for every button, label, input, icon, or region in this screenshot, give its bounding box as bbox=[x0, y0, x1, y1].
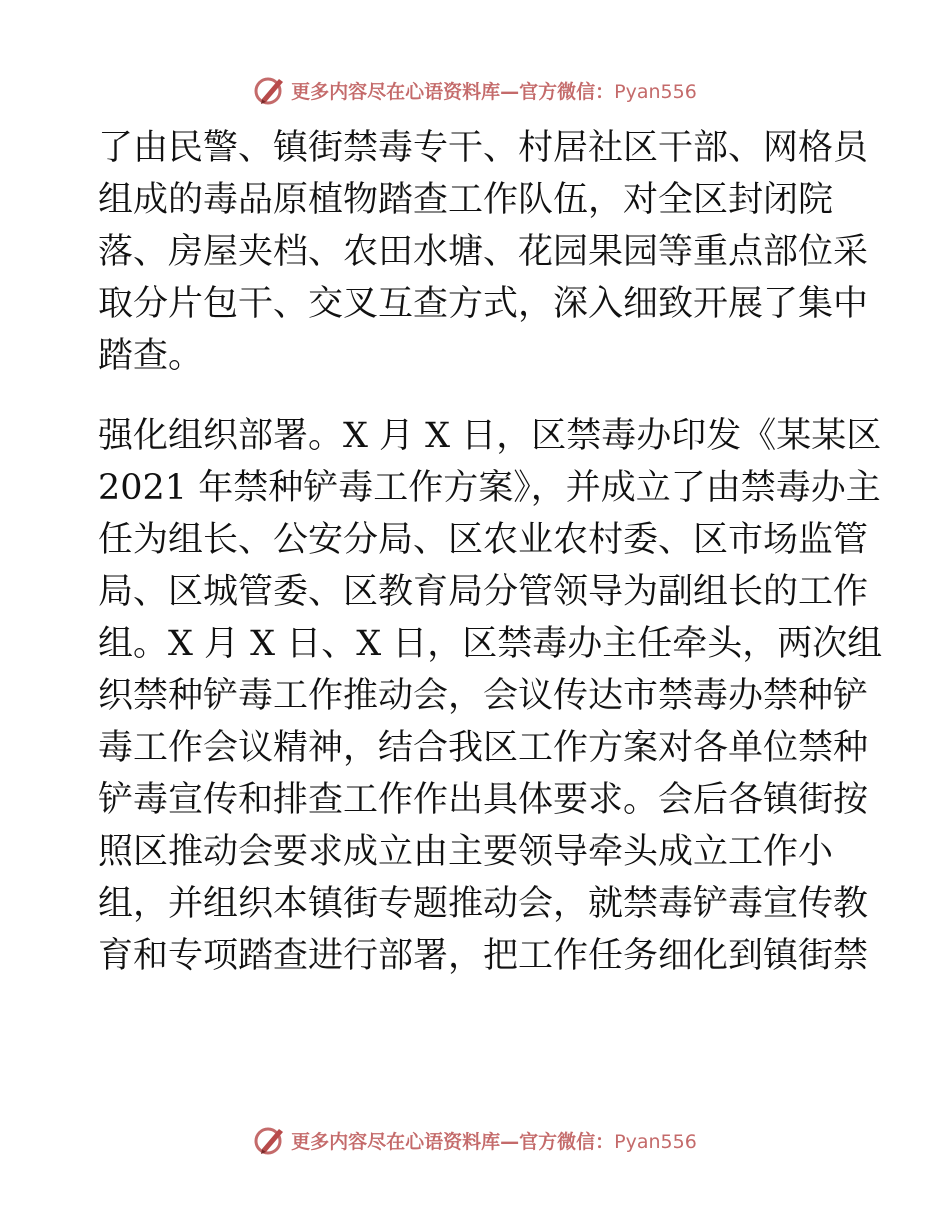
text-line: 铲毒宣传和排查工作作出具体要求。会后各镇街按 bbox=[98, 780, 869, 820]
banner-text: 更多内容尽在心语资料库—官方微信：Pyan556 bbox=[291, 1130, 697, 1153]
text-line: 织禁种铲毒工作推动会，会议传达市禁毒办禁种铲 bbox=[98, 676, 869, 716]
paragraph-1 bbox=[98, 122, 869, 382]
banner-handle: Pyan556 bbox=[614, 80, 697, 103]
footer-watermark-banner bbox=[0, 1120, 950, 1160]
text-line: 2021 年禁种铲毒工作方案》，并成立了由禁毒办主 bbox=[98, 468, 881, 508]
text-line: 了由民警、镇街禁毒专干、村居社区干部、网格员 bbox=[98, 128, 869, 168]
header-watermark-banner bbox=[0, 70, 950, 110]
text-line: 强化组织部署。X 月 X 日，区禁毒办印发《某某区 bbox=[98, 416, 882, 456]
text-line: 局、区城管委、区教育局分管领导为副组长的工作 bbox=[98, 572, 869, 612]
text-line: 任为组长、公安分局、区农业农村委、区市场监管 bbox=[98, 520, 869, 560]
text-line: 踏查。 bbox=[98, 336, 204, 376]
document-body bbox=[98, 122, 883, 982]
pen-circle-icon bbox=[253, 73, 287, 107]
text-line: 组，并组织本镇街专题推动会，就禁毒铲毒宣传教 bbox=[98, 884, 869, 924]
text-line: 取分片包干、交叉互查方式，深入细致开展了集中 bbox=[98, 284, 869, 324]
text-line: 组成的毒品原植物踏查工作队伍，对全区封闭院 bbox=[98, 180, 834, 220]
text-line: 组。X 月 X 日、X 日，区禁毒办主任牵头，两次组 bbox=[98, 624, 883, 664]
text-line: 照区推动会要求成立由主要领导牵头成立工作小 bbox=[98, 832, 834, 872]
paragraph-2 bbox=[98, 410, 883, 982]
pen-circle-icon bbox=[253, 1123, 287, 1157]
text-line: 育和专项踏查进行部署，把工作任务细化到镇街禁 bbox=[98, 936, 869, 976]
text-line: 落、房屋夹档、农田水塘、花园果园等重点部位采 bbox=[98, 232, 869, 272]
banner-handle: Pyan556 bbox=[614, 1130, 697, 1153]
text-line: 毒工作会议精神，结合我区工作方案对各单位禁种 bbox=[98, 728, 869, 768]
banner-text: 更多内容尽在心语资料库—官方微信：Pyan556 bbox=[291, 80, 697, 103]
